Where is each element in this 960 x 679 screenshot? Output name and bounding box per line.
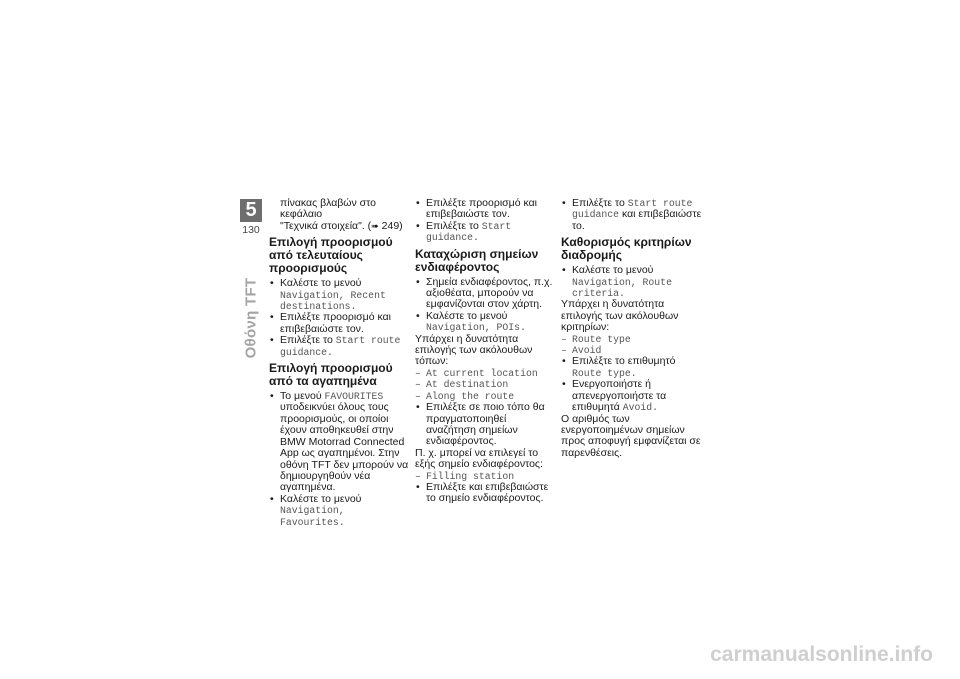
- paragraph: Υπάρχει η δυνατότητα επιλογής των ακόλουθων τόπων:: [415, 332, 533, 368]
- bullet-item: • Επιλέξτε προορισμό και επιβεβαιώστε τον.: [269, 312, 409, 335]
- bullet-item: • Επιλέξτε το επιθυμητό Route type.: [561, 356, 706, 379]
- column-2: [415, 198, 555, 505]
- bullet-item: • Επιλέξτε το Start route guidance και επιβεβαιώστε το.: [561, 198, 706, 232]
- menu-path: Start route guidance: [572, 198, 693, 221]
- page-number: 130: [242, 224, 260, 236]
- column-3: [561, 198, 706, 459]
- arrow-icon: ➠: [371, 220, 379, 231]
- paragraph: πίνακας βλαβών στο κεφάλαιο: [280, 197, 376, 221]
- dash-item: – Avoid: [561, 345, 706, 356]
- section-heading: Επιλογή προορισμού από τα αγαπημένα: [269, 361, 393, 389]
- menu-path: Avoid.: [622, 402, 659, 414]
- bullet-item: • Καλέστε το μενού Navigation, POIs.: [415, 311, 555, 334]
- menu-path: FAVOURITES: [324, 391, 384, 403]
- paragraph: "Τεχνικά στοιχεία". (➠ 249): [280, 219, 403, 232]
- menu-path: Navigation, Route criteria.: [572, 276, 672, 300]
- bullet-item: • Καλέστε το μενού Navigation, Recent destinations.: [269, 278, 409, 312]
- bullet-item: • Επιλέξτε το Start guidance.: [415, 221, 555, 244]
- section-heading: Επιλογή προορισμού από τελευταίους προορισμούς: [269, 235, 393, 276]
- bullet-item: • Το μενού FAVOURITES υποδεικνύει όλους τους προορισμούς, οι οποίοι έχουν αποθηκευθεί στην BMW Motorrad Connected App ως αγαπημένοι. Στην οθόνη TFT δεν μπορούν να δημιουργηθούν νέα αγαπημένα.: [269, 391, 409, 494]
- menu-path: Navigation, POIs.: [426, 322, 526, 334]
- paragraph: Π. χ. μπορεί να επιλεγεί το εξής σημείο ενδιαφέροντος:: [415, 446, 543, 471]
- bullet-item: • Επιλέξτε και επιβεβαιώστε το σημείο ενδιαφέροντος.: [415, 482, 555, 505]
- menu-path: Navigation, Favourites.: [280, 505, 345, 528]
- bullet-item: • Επιλέξτε σε ποιο τόπο θα πραγματοποιηθεί αναζήτηση σημείων ενδιαφέροντος.: [415, 402, 555, 448]
- watermark: carmanualsonline.info: [710, 643, 933, 666]
- menu-path: Start route guidance.: [280, 335, 401, 358]
- column-1: [269, 198, 409, 528]
- section-heading: Καθορισμός κριτηρίων διαδρομής: [561, 235, 692, 263]
- paragraph: Ο αριθμός των ενεργοποιημένων σημείων προς αποφυγή εμφανίζεται σε παρενθέσεις.: [561, 412, 701, 459]
- paragraph: Υπάρχει η δυνατότητα επιλογής των ακόλουθων κριτηρίων:: [561, 298, 679, 334]
- bullet-item: • Ενεργοποιήστε ή απενεργοποιήστε τα επιθυμητά Avoid.: [561, 379, 706, 413]
- menu-path: Start guidance.: [426, 220, 512, 244]
- menu-path: Navigation, Recent destinations.: [280, 289, 386, 313]
- section-heading: Καταχώριση σημείων ενδιαφέροντος: [415, 246, 539, 274]
- bullet-item: • Καλέστε το μενού Navigation, Route criteria.: [561, 265, 706, 299]
- bullet-item: • Καλέστε το μενού Navigation, Favourites.: [269, 494, 409, 528]
- bullet-item: • Επιλέξτε προορισμό και επιβεβαιώστε τον.: [415, 198, 555, 221]
- chapter-title: Οθόνη TFT: [242, 277, 260, 359]
- dash-item: – Route type: [561, 334, 706, 345]
- bullet-item: • Επιλέξτε το Start route guidance.: [269, 335, 409, 358]
- dash-item: – At current location: [415, 368, 555, 379]
- dash-item: – At destination: [415, 379, 555, 390]
- chapter-number: 5: [240, 199, 262, 222]
- menu-path: Route type.: [572, 367, 637, 379]
- dash-item: – Along the route: [415, 391, 555, 402]
- dash-item: – Filling station: [415, 471, 555, 482]
- bullet-item: • Σημεία ενδιαφέροντος, π.χ. αξιοθέατα, μπορούν να εμφανίζονται στον χάρτη.: [415, 277, 555, 311]
